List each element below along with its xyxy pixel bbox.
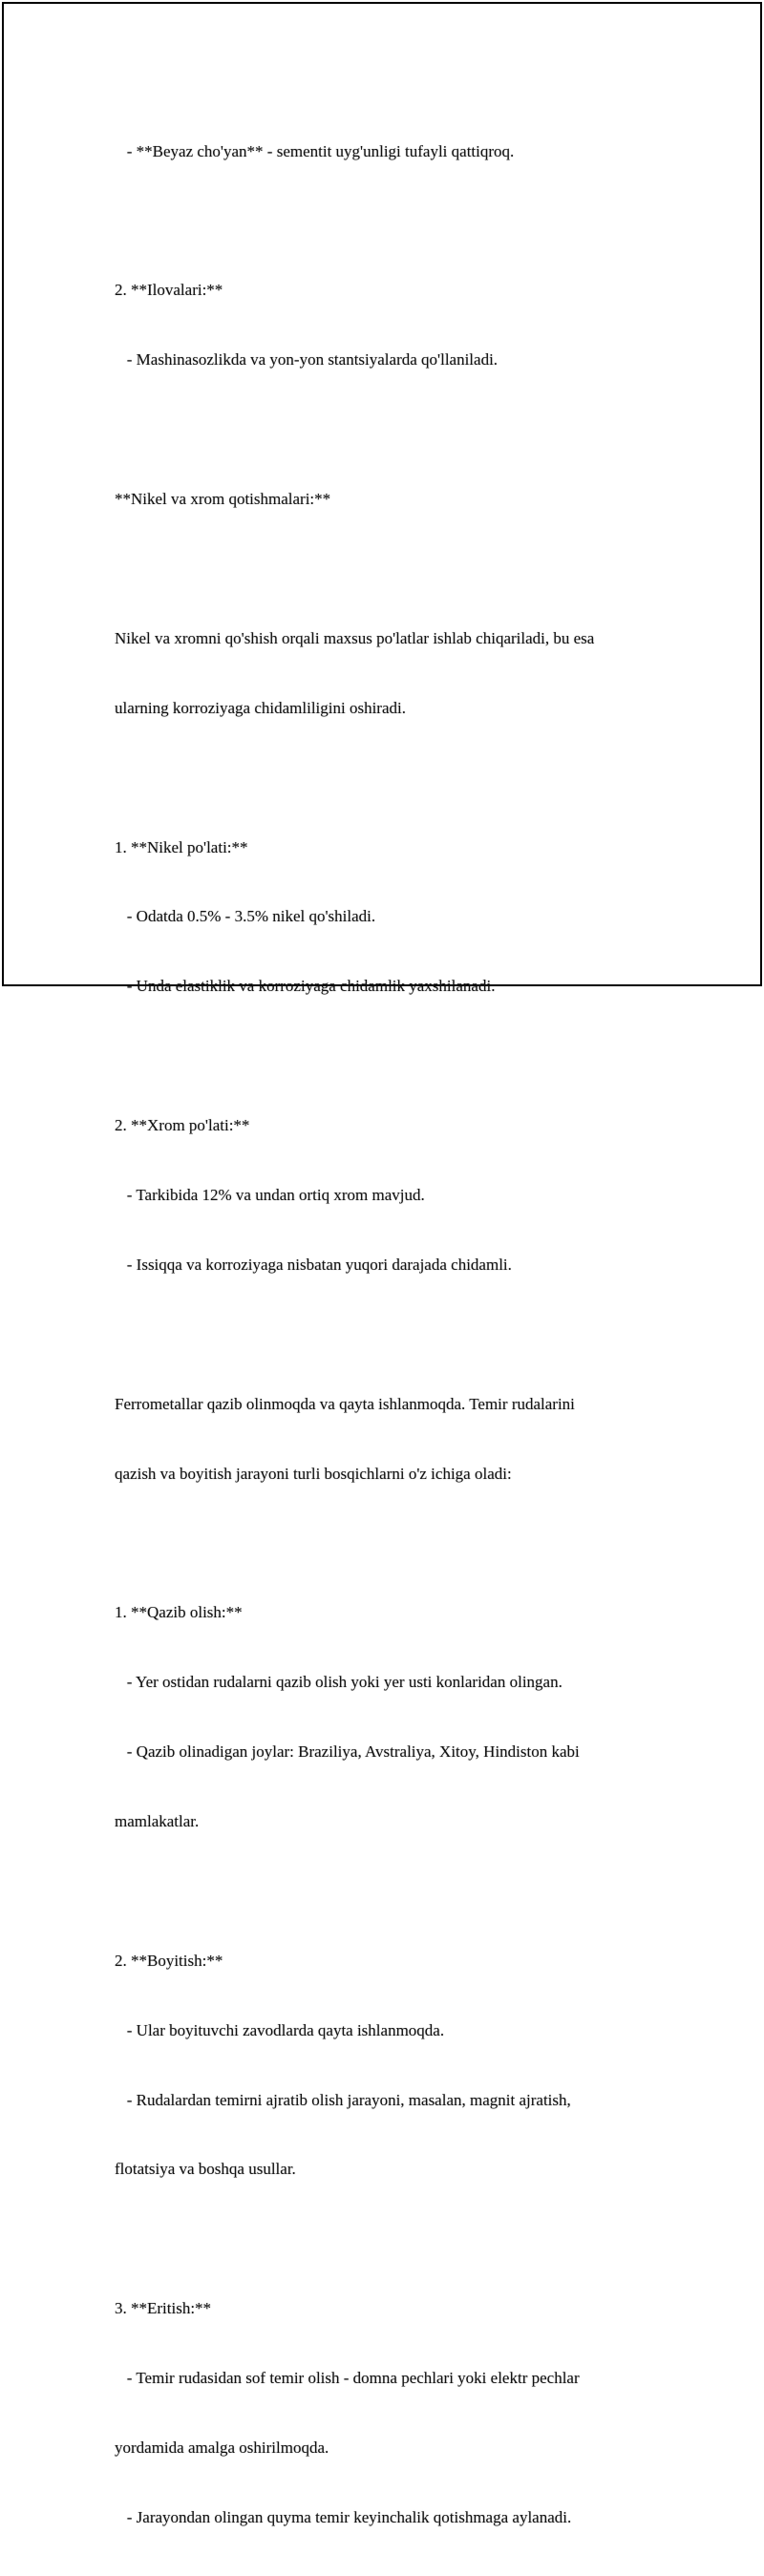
text-line: 3. **Eritish:** xyxy=(115,2299,212,2318)
text-line: Ferrometallar qazib olinmoqda va qayta ishlanmoqda. Temir rudalarini xyxy=(115,1394,575,1413)
text-line: - Temir rudasidan sof temir olish - domna pechlari yoki elektr pechlar xyxy=(115,2369,580,2388)
blank-line xyxy=(115,1045,668,1067)
blank-line xyxy=(115,418,668,441)
blank-line xyxy=(115,1323,668,1346)
text-line: - Ular boyituvchi zavodlarda qayta ishlanmoqda. xyxy=(115,2020,445,2039)
text-line: mamlakatlar. xyxy=(115,1811,200,1830)
section-heading: **Nikel va xrom qotishmalari:** xyxy=(115,490,331,509)
text-line: ularning korroziyaga chidamliligini oshiradi. xyxy=(115,698,406,717)
text-line: 1. **Nikel po'lati:** xyxy=(115,837,248,856)
text-line: - Mashinasozlikda va yon-yon stantsiyalarda qo'llaniladi. xyxy=(115,350,499,370)
blank-line xyxy=(115,1880,668,1903)
blank-line xyxy=(115,209,668,232)
text-line: - Qazib olinadigan joylar: Braziliya, Avstraliya, Xitoy, Hindiston kabi xyxy=(115,1742,580,1762)
blank-line xyxy=(115,767,668,790)
text-line: - Issiqqa va korroziyaga nisbatan yuqori darajada chidamli. xyxy=(115,1255,512,1274)
text-line: Nikel va xromni qo'shish orqali maxsus po'latlar ishlab chiqariladi, bu esa xyxy=(115,628,595,647)
text-line: - Yer ostidan rudalarni qazib olish yoki yer usti konlaridan olingan. xyxy=(115,1673,562,1692)
text-line: - Jarayondan olingan quyma temir keyinchalik qotishmaga aylanadi. xyxy=(115,2507,572,2526)
blank-line xyxy=(115,558,668,581)
document-body xyxy=(115,94,668,2576)
text-line: qazish va boyitish jarayoni turli bosqichlarni o'z ichiga oladi: xyxy=(115,1464,512,1483)
text-line: - **Beyaz cho'yan** - sementit uyg'unligi tufayli qattiqroq. xyxy=(115,141,515,160)
text-line: 1. **Qazib olish:** xyxy=(115,1603,243,1622)
text-line: yordamida amalga oshirilmoqda. xyxy=(115,2438,329,2457)
text-line: 2. **Xrom po'lati:** xyxy=(115,1116,250,1135)
blank-line xyxy=(115,2228,668,2250)
text-line: - Tarkibida 12% va undan ortiq xrom mavjud. xyxy=(115,1185,425,1204)
text-line: flotatsiya va boshqa usullar. xyxy=(115,2160,296,2179)
text-line: 2. **Ilovalari:** xyxy=(115,281,223,300)
blank-line xyxy=(115,1531,668,1554)
text-line: - Odatda 0.5% - 3.5% nikel qo'shiladi. xyxy=(115,907,376,926)
text-line: - Unda elastiklik va korroziyaga chidamlik yaxshilanadi. xyxy=(115,977,496,996)
text-line: 2. **Boyitish:** xyxy=(115,1951,223,1970)
page-frame xyxy=(2,2,762,2526)
text-line: - Rudalardan temirni ajratib olish jarayoni, masalan, magnit ajratish, xyxy=(115,2090,571,2109)
